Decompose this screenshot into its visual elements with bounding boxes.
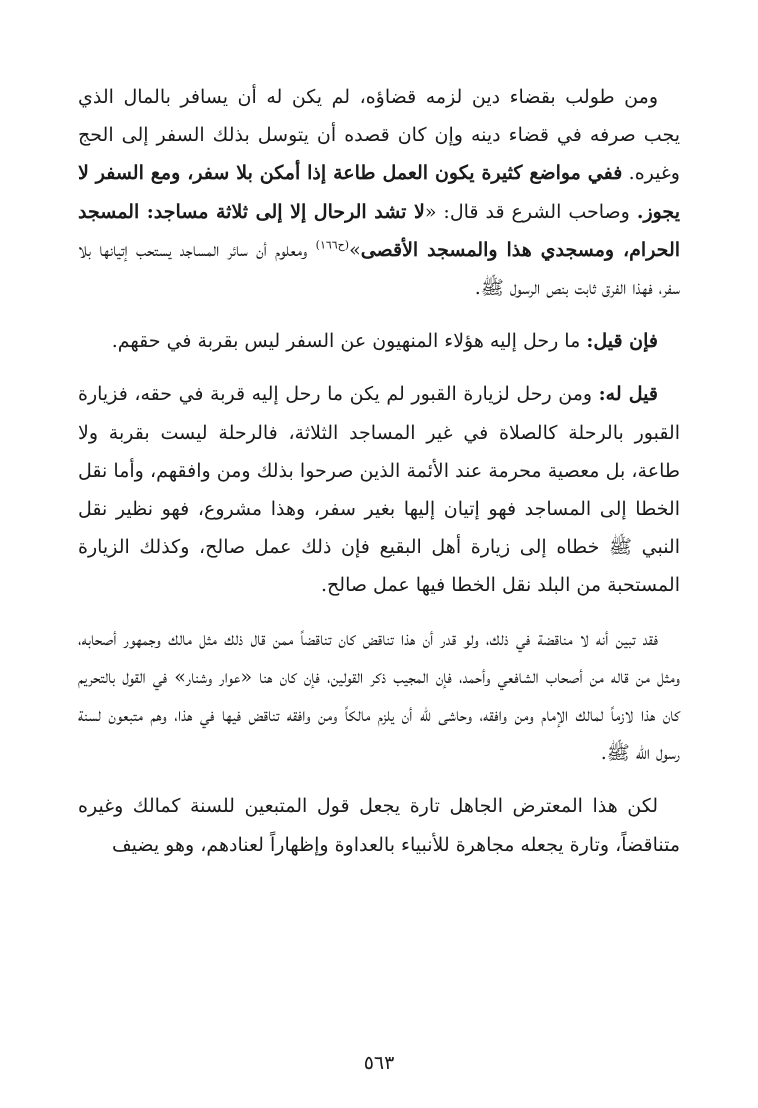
- paragraph-1-bold-sentence: ففي مواضع كثيرة يكون العمل طاعة إذا أمكن بلا سفر، ومع السفر لا يجوز.: [78, 162, 680, 223]
- quote-close: »: [349, 238, 361, 261]
- paragraph-3-text: ومن رحل لزيارة القبور لم يكن ما رحل إليه قربة في حقه، فزيارة القبور بالرحلة كالصلاة في غير المساجد الثلاثة، فالرحلة ليست بقربة ولا طاعة، بل معصية محرمة عند الأئمة الذين صرحوا بذلك ومن وافقهم، وأما نقل الخطا إلى المساجد فهو إتيان إليها بغير سفر، وهذا مشروع، فهو نظير نقل النبي ﷺ خطاه إلى زيارة أهل البقيع فإن ذلك عمل صالح، وكذلك الزيارة المستحبة من البلد نقل الخطا فيها عمل صالح.: [78, 383, 680, 597]
- paragraph-4-text: فقد تبين أنه لا مناقضة في ذلك، ولو قدر أن هذا تناقض كان تناقضاً ممن قال ذلك مثل مالك وجمهور أصحابه، ومثل من قاله من أصحاب الشافعي وأحمد، فإن المجيب ذكر القولين، فإن كان هنا «عوار وشنار» في القول بالتحريم كان هذا لازماً لمالك الإمام ومن وافقه، وحاشى للّه أن يلزم مالكاً ومن وافقه تناقض فيها في هذا، وهم متبعون لسنة رسول اللّه ﷺ.: [78, 627, 680, 765]
- paragraph-1-text-c: وصاحب الشرع قد قال: «: [424, 200, 637, 223]
- hadith-quote: لا تشد الرحال إلا إلى ثلاثة مساجد: المسجد الحرام، ومسجدي هذا والمسجد الأقصى: [78, 200, 681, 261]
- paragraph-2-label: فإن قيل:: [586, 330, 658, 353]
- page-number: ٥٦٣: [363, 1052, 395, 1074]
- paragraph-5-text: لكن هذا المعترض الجاهل تارة يجعل قول المتبعين للسنة كمالك وغيره متناقضاً، وتارة يجعله مجاهرة للأنبياء بالعداوة وإظهاراً لعنادهم، وهو يضيف: [78, 795, 680, 856]
- paragraph-1-text-f: ومعلوم أن سائر المساجد يستحب إتيانها بلا سفر، فهذا الفرق ثابت بنص الرسول ﷺ.: [78, 238, 680, 300]
- paragraph-2: [78, 322, 680, 360]
- paragraph-2-text: ما رحل إليه هؤلاء المنهيون عن السفر ليس بقربة في حقهم.: [111, 330, 587, 353]
- paragraph-1-text-a: ومن طولب بقضاء دين لزمه قضاؤه، لم يكن له أن يسافر بالمال الذي يجب صرفه في قضاء دينه وإن كان قصده أن يتوسل بذلك السفر إلى الحج وغيره.: [78, 86, 680, 185]
- paragraph-1: [78, 78, 680, 307]
- footnote-ref: (ح١٦٦): [315, 238, 350, 252]
- paragraph-4: [78, 620, 680, 773]
- page-body: [78, 78, 680, 864]
- paragraph-3-label: قيل له:: [598, 383, 659, 406]
- paragraph-3: [78, 375, 680, 604]
- paragraph-5: [78, 787, 680, 863]
